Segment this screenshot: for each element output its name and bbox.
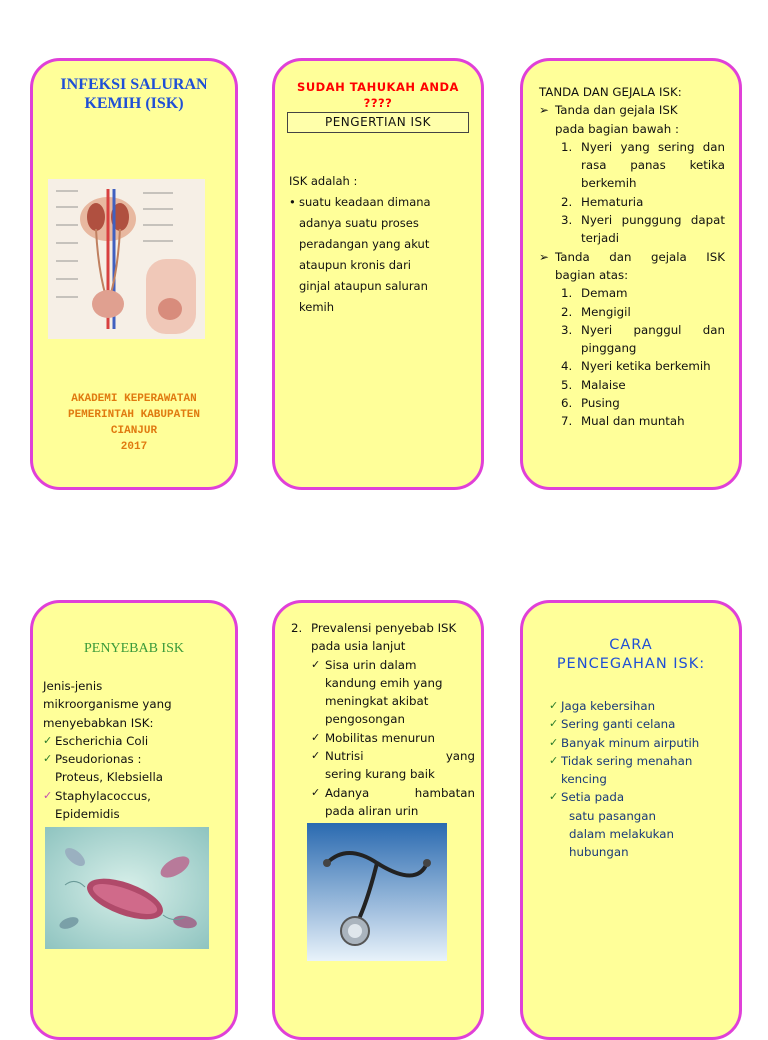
item-number: 5. xyxy=(561,377,573,392)
item-line: Pusing xyxy=(581,396,620,411)
prevention-item xyxy=(549,752,725,789)
symptom-item xyxy=(561,211,725,248)
item-line: Nyeri yang sering dan xyxy=(581,139,725,154)
bacteria-illustration xyxy=(45,827,209,949)
item-number: 1. xyxy=(561,139,573,154)
item-text xyxy=(581,412,725,430)
item-number: 2. xyxy=(561,194,573,209)
prevention-line: Jaga kebersihan xyxy=(561,699,656,713)
did-you-know-heading xyxy=(275,79,481,111)
definition-line: peradangan yang akut xyxy=(299,237,430,251)
prevention-line: hubungan xyxy=(569,845,629,860)
prevention-line: Banyak minum airputih xyxy=(561,735,700,750)
item-line: Mengigil xyxy=(581,304,631,319)
symptom-item xyxy=(561,357,725,375)
item-number: 7. xyxy=(561,414,573,429)
prevalence-heading-line-1: Prevalensi penyebab ISK xyxy=(311,621,457,635)
prevention-line: satu pasangan xyxy=(569,808,656,823)
lower-heading-line-2: pada bagian bawah : xyxy=(555,121,679,136)
item-text xyxy=(581,321,725,358)
symptom-item xyxy=(561,412,725,430)
prevention-text xyxy=(561,752,725,789)
prevalence-line: Adanya hambatan xyxy=(325,785,475,800)
upper-heading-line-2: bagian atas: xyxy=(555,267,629,282)
item-text xyxy=(581,211,725,248)
definition-line: ginjal ataupun saluran xyxy=(299,279,428,293)
definition-intro: ISK adalah : xyxy=(289,174,358,188)
prevalence-item xyxy=(311,729,475,747)
bullet-dot-icon: • xyxy=(289,195,296,209)
item-line: terjadi xyxy=(581,231,620,246)
item-text xyxy=(581,193,725,211)
prevalence-line: pengosongan xyxy=(325,712,405,727)
prevalence-text xyxy=(325,729,475,747)
item-line: Demam xyxy=(581,286,628,301)
symptom-item xyxy=(561,138,725,193)
prevalence-list xyxy=(291,656,475,821)
cause-line: Staphylacoccus, xyxy=(55,788,151,803)
institution-line-3: CIANJUR xyxy=(110,425,158,437)
causes-intro xyxy=(43,677,223,732)
item-line: Nyeri panggul dan xyxy=(581,322,725,337)
prevention-panel xyxy=(520,600,742,1040)
heading-line-1: SUDAH TAHUKAH ANDA xyxy=(297,80,459,94)
brochure-title xyxy=(33,75,235,113)
prevalence-line: sering kurang baik xyxy=(325,767,435,782)
urinary-anatomy-image xyxy=(48,179,205,339)
prevalence-item xyxy=(311,784,475,821)
check-icon: ✓ xyxy=(549,735,559,749)
prevention-text xyxy=(561,715,725,733)
item-number: 2. xyxy=(561,304,573,319)
prevention-text xyxy=(561,697,725,715)
definition-bullet xyxy=(289,192,469,318)
item-line: berkemih xyxy=(581,176,637,191)
prevention-text xyxy=(561,788,725,861)
institution-block xyxy=(33,391,235,455)
prevention-line: dalam melakukan xyxy=(569,827,674,842)
definition-line: ataupun kronis dari xyxy=(299,258,411,272)
symptoms-content xyxy=(539,83,725,431)
prevalence-text xyxy=(325,747,475,784)
intro-line: mikroorganisme yang xyxy=(43,697,172,712)
stethoscope-image xyxy=(307,823,447,961)
definition-text xyxy=(289,171,469,318)
item-line: Mual dan muntah xyxy=(581,414,685,429)
cause-line: Proteus, Klebsiella xyxy=(55,770,163,785)
check-icon: ✓ xyxy=(311,730,321,744)
item-text xyxy=(581,284,725,302)
item-line: pinggang xyxy=(581,341,637,356)
item-text xyxy=(581,303,725,321)
anatomy-illustration xyxy=(48,179,205,339)
check-icon: ✓ xyxy=(549,790,559,804)
prevalence-item xyxy=(311,656,475,729)
prevention-line: kencing xyxy=(561,772,607,787)
institution-line-2: PEMERINTAH KABUPATEN xyxy=(67,409,201,421)
prevention-line: Setia pada xyxy=(561,790,625,805)
item-text xyxy=(581,138,725,193)
cause-item xyxy=(43,787,223,824)
item-line: Nyeri ketika berkemih xyxy=(581,359,711,374)
cause-text xyxy=(55,750,223,787)
symptom-item xyxy=(561,284,725,302)
upper-symptoms-heading xyxy=(539,248,725,266)
item-number: 6. xyxy=(561,396,573,411)
prevalence-line: Sisa urin dalam xyxy=(325,657,417,672)
prevalence-heading-text xyxy=(311,619,475,656)
symptom-item xyxy=(561,193,725,211)
check-icon: ✓ xyxy=(549,699,559,712)
prevalence-line: meningkat akibat xyxy=(325,694,429,709)
definition-line: adanya suatu proses xyxy=(299,216,419,230)
prevalence-item xyxy=(311,747,475,784)
prevalence-line: Mobilitas menurun xyxy=(325,730,435,745)
prevalence-heading-line-2: pada usia lanjut xyxy=(311,639,406,654)
cause-text xyxy=(55,787,223,824)
prevention-item xyxy=(549,788,725,861)
prevention-line: Sering ganti celana xyxy=(561,717,676,732)
check-icon: ✓ xyxy=(549,753,559,767)
item-text xyxy=(581,376,725,394)
item-text xyxy=(581,357,725,375)
symptom-item xyxy=(561,321,725,358)
institution-year: 2017 xyxy=(120,441,148,453)
prevalence-text xyxy=(325,784,475,821)
prevalence-line: Nutrisi yang xyxy=(325,749,475,764)
prevalence-line: pada aliran urin xyxy=(325,803,419,818)
cause-item xyxy=(43,750,223,787)
prevention-list xyxy=(549,697,725,862)
cover-panel xyxy=(30,58,238,490)
definition-label-box: PENGERTIAN ISK xyxy=(287,112,469,133)
item-number: 3. xyxy=(561,322,573,337)
prevention-item xyxy=(549,715,725,733)
check-icon: ✓ xyxy=(311,749,321,763)
lower-heading-line-1: Tanda dan gejala ISK xyxy=(555,103,678,118)
elderly-prevalence-panel xyxy=(272,600,484,1040)
definition-line: kemih xyxy=(299,300,335,314)
title-line-1: INFEKSI SALURAN xyxy=(60,76,208,93)
prevention-title-line-1: CARA xyxy=(609,637,653,653)
prevalence-heading-number: 2. xyxy=(291,621,303,635)
causes-panel xyxy=(30,600,238,1040)
prevalence-text xyxy=(325,656,475,729)
lower-symptoms-list xyxy=(539,138,725,248)
item-line: Hematuria xyxy=(581,194,644,209)
causes-content xyxy=(43,677,223,823)
item-number: 4. xyxy=(561,359,573,374)
prevalence-line: kandung emih yang xyxy=(325,675,443,690)
intro-line: Jenis-jenis xyxy=(43,679,103,693)
cause-item xyxy=(43,732,223,750)
arrow-bullet-icon: ➢ xyxy=(539,249,549,264)
definition-line: suatu keadaan dimana xyxy=(299,195,431,209)
title-line-2: KEMIH (ISK) xyxy=(84,95,184,112)
heading-line-2: ???? xyxy=(363,96,393,110)
cause-line: Epidemidis xyxy=(55,807,120,822)
check-icon: ✓ xyxy=(43,752,53,766)
check-icon: ✓ xyxy=(311,657,321,671)
lower-symptoms-heading xyxy=(539,101,725,119)
symptoms-heading: TANDA DAN GEJALA ISK: xyxy=(539,85,682,99)
prevalence-content xyxy=(291,619,475,820)
item-line: Nyeri punggung dapat xyxy=(581,213,725,228)
causes-title: PENYEBAB ISK xyxy=(84,641,184,656)
cause-line: Pseudorionas : xyxy=(55,752,142,767)
prevention-line: Tidak sering menahan xyxy=(561,753,693,768)
item-line: Malaise xyxy=(581,377,626,392)
symptom-item xyxy=(561,303,725,321)
stethoscope-illustration xyxy=(307,823,447,961)
intro-line: menyebabkan ISK: xyxy=(43,715,154,730)
symptom-item xyxy=(561,376,725,394)
symptom-item xyxy=(561,394,725,412)
prevalence-heading xyxy=(291,619,475,656)
causes-list xyxy=(43,732,223,823)
prevention-item xyxy=(549,734,725,752)
upper-symptoms-list xyxy=(539,284,725,430)
check-icon: ✓ xyxy=(549,717,559,731)
item-text xyxy=(581,394,725,412)
symptoms-panel xyxy=(520,58,742,490)
check-icon: ✓ xyxy=(43,733,53,747)
item-number: 3. xyxy=(561,213,573,228)
prevention-text xyxy=(561,734,725,752)
prevention-title xyxy=(523,636,739,674)
item-number: 1. xyxy=(561,286,573,301)
prevention-title-line-2: PENCEGAHAN ISK: xyxy=(556,656,706,672)
definition-panel xyxy=(272,58,484,490)
item-line: rasa panas ketika xyxy=(581,158,725,173)
bacteria-image xyxy=(45,827,209,949)
check-icon: ✓ xyxy=(311,785,321,799)
upper-heading-line-1: Tanda dan gejala ISK xyxy=(555,249,725,264)
arrow-bullet-icon: ➢ xyxy=(539,103,549,118)
bullet-text xyxy=(299,192,431,318)
institution-line-1: AKADEMI KEPERAWATAN xyxy=(71,393,197,405)
cause-text xyxy=(55,732,223,750)
prevention-item xyxy=(549,697,725,715)
cause-line: Escherichia Coli xyxy=(55,733,149,748)
check-icon: ✓ xyxy=(43,788,53,802)
